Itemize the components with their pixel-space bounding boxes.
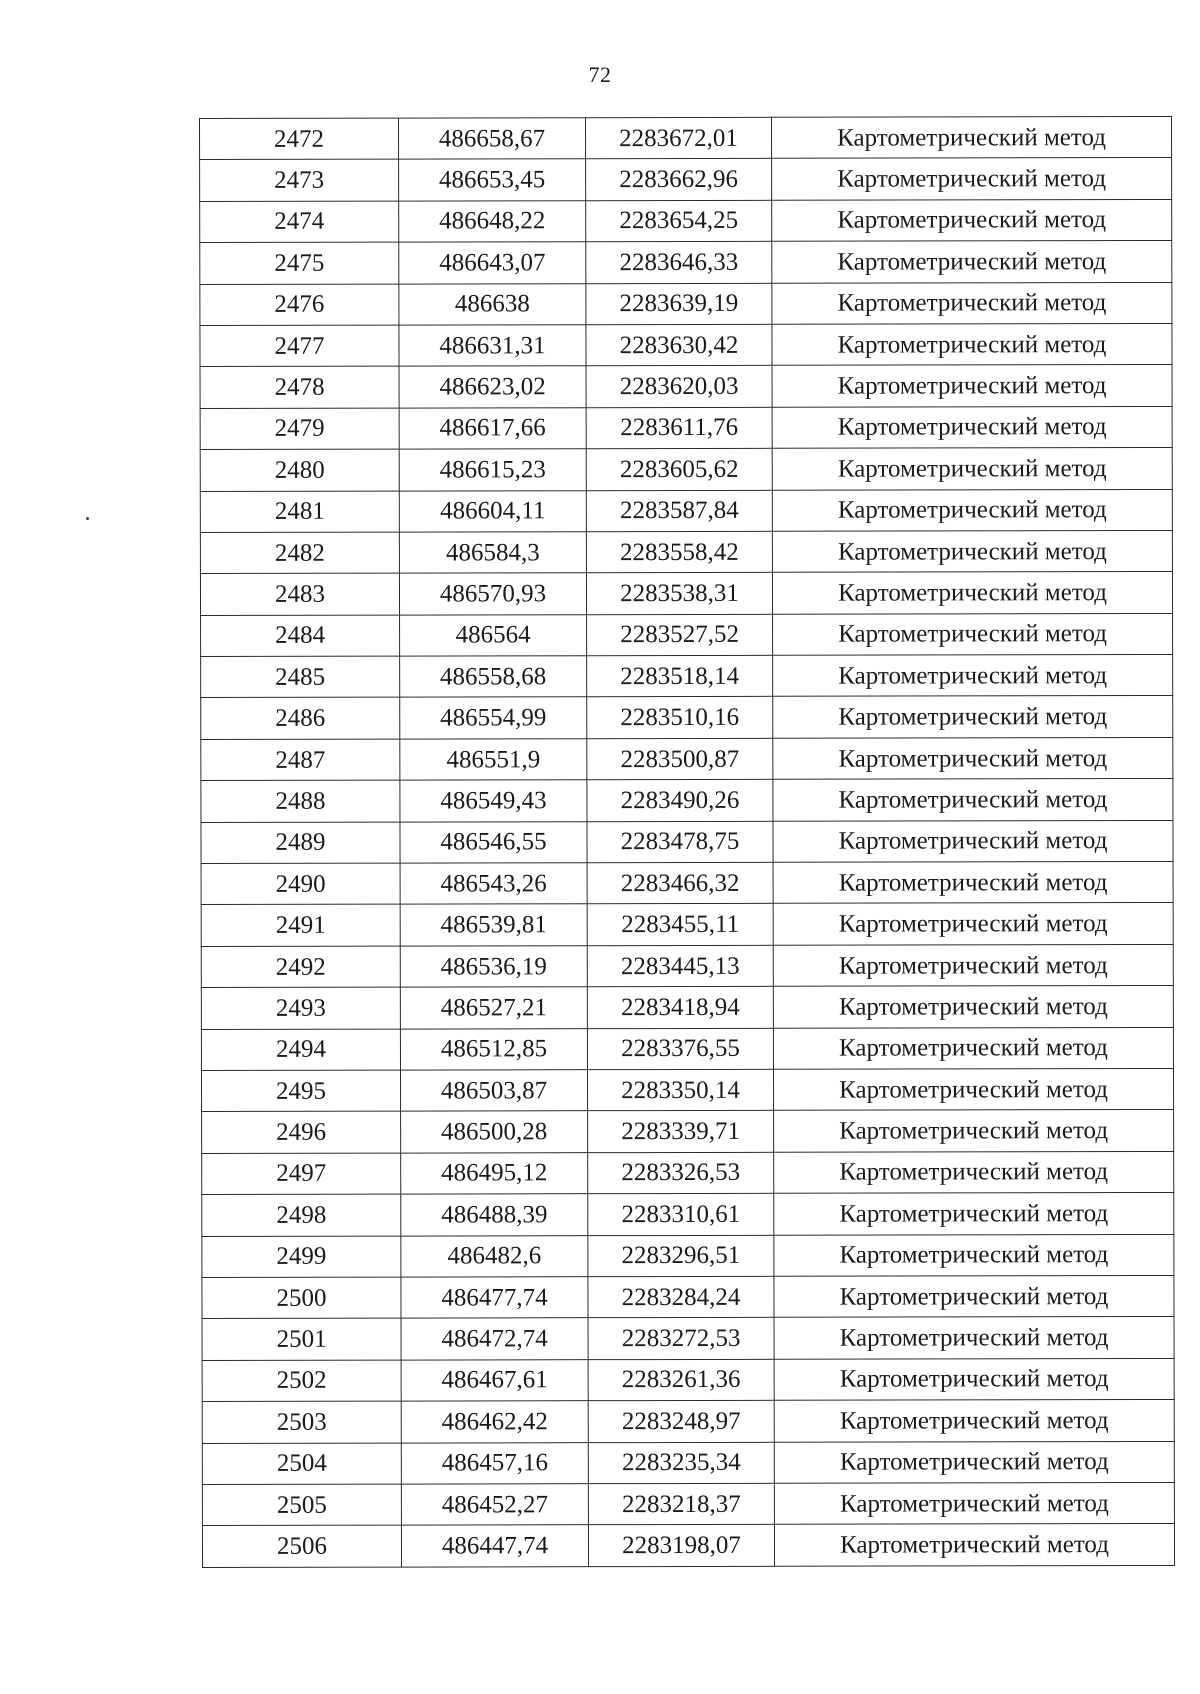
point-number-cell: 2479 <box>200 408 399 450</box>
x-coordinate-cell: 486546,55 <box>400 821 587 863</box>
point-number-cell: 2477 <box>200 325 399 367</box>
x-coordinate-cell: 486467,61 <box>401 1359 588 1401</box>
point-number-cell: 2501 <box>202 1318 401 1360</box>
table-row <box>200 489 1172 532</box>
table-row <box>202 1275 1174 1318</box>
point-number-cell: 2476 <box>200 284 399 326</box>
x-coordinate-cell: 486551,9 <box>400 739 587 781</box>
x-coordinate-cell: 486477,74 <box>401 1277 588 1319</box>
point-number-cell: 2487 <box>201 739 400 781</box>
method-cell: Картометрический метод <box>774 1110 1174 1152</box>
point-number-cell: 2504 <box>202 1443 401 1485</box>
method-cell: Картометрический метод <box>774 1358 1174 1400</box>
table-row <box>200 116 1172 159</box>
y-coordinate-cell: 2283662,96 <box>586 159 772 201</box>
method-cell: Картометрический метод <box>772 489 1172 531</box>
y-coordinate-cell: 2283261,36 <box>588 1359 774 1401</box>
x-coordinate-cell: 486638 <box>399 283 586 325</box>
method-cell: Картометрический метод <box>774 1275 1174 1317</box>
y-coordinate-cell: 2283284,24 <box>588 1276 774 1318</box>
method-cell: Картометрический метод <box>772 323 1172 365</box>
table-row <box>200 365 1172 408</box>
method-cell: Картометрический метод <box>772 241 1172 283</box>
coordinates-table-body <box>200 116 1175 1567</box>
method-cell: Картометрический метод <box>772 530 1172 572</box>
table-row <box>200 158 1172 201</box>
table-row <box>201 944 1173 987</box>
y-coordinate-cell: 2283218,37 <box>588 1483 774 1525</box>
y-coordinate-cell: 2283510,16 <box>587 697 773 739</box>
method-cell: Картометрический метод <box>772 406 1172 448</box>
method-cell: Картометрический метод <box>772 572 1172 614</box>
method-cell: Картометрический метод <box>773 613 1173 655</box>
x-coordinate-cell: 486549,43 <box>400 780 587 822</box>
x-coordinate-cell: 486462,42 <box>401 1401 588 1443</box>
table-row <box>201 737 1173 780</box>
y-coordinate-cell: 2283654,25 <box>586 200 772 242</box>
table-row <box>201 1027 1173 1070</box>
method-cell: Картометрический метод <box>773 1027 1173 1069</box>
y-coordinate-cell: 2283490,26 <box>587 780 773 822</box>
method-cell: Картометрический метод <box>772 158 1172 200</box>
table-row <box>200 199 1172 242</box>
x-coordinate-cell: 486615,23 <box>399 449 586 491</box>
x-coordinate-cell: 486570,93 <box>399 573 586 615</box>
table-row <box>201 986 1173 1029</box>
x-coordinate-cell: 486617,66 <box>399 407 586 449</box>
table-row <box>200 572 1172 615</box>
x-coordinate-cell: 486447,74 <box>401 1525 588 1567</box>
method-cell: Картометрический метод <box>773 737 1173 779</box>
x-coordinate-cell: 486631,31 <box>399 325 586 367</box>
y-coordinate-cell: 2283587,84 <box>586 490 772 532</box>
y-coordinate-cell: 2283620,03 <box>586 366 772 408</box>
y-coordinate-cell: 2283611,76 <box>586 407 772 449</box>
method-cell: Картометрический метод <box>772 282 1172 324</box>
y-coordinate-cell: 2283418,94 <box>587 987 773 1029</box>
x-coordinate-cell: 486482,6 <box>401 1235 588 1277</box>
table-row <box>202 1110 1174 1153</box>
table-row <box>201 861 1173 904</box>
table-row <box>201 779 1173 822</box>
x-coordinate-cell: 486512,85 <box>400 1028 587 1070</box>
point-number-cell: 2491 <box>201 905 400 947</box>
point-number-cell: 2475 <box>200 242 399 284</box>
point-number-cell: 2481 <box>200 491 399 533</box>
y-coordinate-cell: 2283326,53 <box>588 1152 774 1194</box>
point-number-cell: 2506 <box>202 1525 401 1567</box>
y-coordinate-cell: 2283235,34 <box>588 1442 774 1484</box>
y-coordinate-cell: 2283455,11 <box>587 904 773 946</box>
method-cell: Картометрический метод <box>774 1441 1174 1483</box>
page-number: 72 <box>588 62 612 87</box>
point-number-cell: 2489 <box>201 822 400 864</box>
method-cell: Картометрический метод <box>773 986 1173 1028</box>
y-coordinate-cell: 2283376,55 <box>587 1028 773 1070</box>
y-coordinate-cell: 2283466,32 <box>587 862 773 904</box>
table-row <box>200 282 1172 325</box>
method-cell: Картометрический метод <box>774 1482 1174 1524</box>
method-cell: Картометрический метод <box>774 1317 1174 1359</box>
y-coordinate-cell: 2283527,52 <box>587 614 773 656</box>
table-row <box>201 1068 1173 1111</box>
point-number-cell: 2480 <box>200 449 399 491</box>
table-row <box>201 820 1173 863</box>
y-coordinate-cell: 2283538,31 <box>586 573 772 615</box>
point-number-cell: 2505 <box>202 1484 401 1526</box>
x-coordinate-cell: 486503,87 <box>400 1070 587 1112</box>
method-cell: Картометрический метод <box>773 655 1173 697</box>
table-row <box>201 655 1173 698</box>
point-number-cell: 2483 <box>200 573 399 615</box>
method-cell: Картометрический метод <box>771 116 1171 158</box>
y-coordinate-cell: 2283478,75 <box>587 821 773 863</box>
point-number-cell: 2492 <box>201 946 400 988</box>
point-number-cell: 2490 <box>201 863 400 905</box>
y-coordinate-cell: 2283630,42 <box>586 324 772 366</box>
point-number-cell: 2496 <box>202 1111 401 1153</box>
x-coordinate-cell: 486604,11 <box>399 490 586 532</box>
point-number-cell: 2485 <box>201 656 400 698</box>
point-number-cell: 2499 <box>202 1236 401 1278</box>
point-number-cell: 2502 <box>202 1360 401 1402</box>
y-coordinate-cell: 2283248,97 <box>588 1400 774 1442</box>
table-row <box>200 530 1172 573</box>
table-row <box>200 448 1172 491</box>
y-coordinate-cell: 2283646,33 <box>586 241 772 283</box>
point-number-cell: 2486 <box>201 698 400 740</box>
x-coordinate-cell: 486452,27 <box>401 1484 588 1526</box>
method-cell: Картометрический метод <box>774 1193 1174 1235</box>
x-coordinate-cell: 486564 <box>400 614 587 656</box>
point-number-cell: 2503 <box>202 1401 401 1443</box>
x-coordinate-cell: 486623,02 <box>399 366 586 408</box>
point-number-cell: 2500 <box>202 1277 401 1319</box>
table-row <box>201 696 1173 739</box>
x-coordinate-cell: 486558,68 <box>400 656 587 698</box>
method-cell: Картометрический метод <box>774 1524 1174 1566</box>
x-coordinate-cell: 486472,74 <box>401 1318 588 1360</box>
x-coordinate-cell: 486658,67 <box>399 118 586 160</box>
table-row <box>202 1151 1174 1194</box>
point-number-cell: 2494 <box>201 1029 400 1071</box>
point-number-cell: 2493 <box>201 987 400 1029</box>
point-number-cell: 2498 <box>202 1194 401 1236</box>
point-number-cell: 2472 <box>200 118 399 160</box>
point-number-cell: 2478 <box>200 366 399 408</box>
scan-speck <box>86 517 89 520</box>
table-row <box>200 241 1172 284</box>
x-coordinate-cell: 486539,81 <box>400 904 587 946</box>
x-coordinate-cell: 486643,07 <box>399 242 586 284</box>
point-number-cell: 2473 <box>200 159 399 201</box>
table-row <box>202 1193 1174 1236</box>
point-number-cell: 2497 <box>202 1153 401 1195</box>
y-coordinate-cell: 2283558,42 <box>586 531 772 573</box>
method-cell: Картометрический метод <box>772 365 1172 407</box>
method-cell: Картометрический метод <box>773 820 1173 862</box>
table-row <box>202 1358 1174 1401</box>
coordinates-table <box>199 116 1175 1568</box>
x-coordinate-cell: 486653,45 <box>399 159 586 201</box>
method-cell: Картометрический метод <box>773 1068 1173 1110</box>
y-coordinate-cell: 2283272,53 <box>588 1318 774 1360</box>
table-row <box>200 323 1172 366</box>
method-cell: Картометрический метод <box>774 1151 1174 1193</box>
y-coordinate-cell: 2283198,07 <box>588 1525 774 1567</box>
y-coordinate-cell: 2283639,19 <box>586 283 772 325</box>
method-cell: Картометрический метод <box>773 903 1173 945</box>
method-cell: Картометрический метод <box>774 1234 1174 1276</box>
y-coordinate-cell: 2283310,61 <box>588 1193 774 1235</box>
method-cell: Картометрический метод <box>772 448 1172 490</box>
y-coordinate-cell: 2283339,71 <box>588 1111 774 1153</box>
method-cell: Картометрический метод <box>774 1400 1174 1442</box>
y-coordinate-cell: 2283500,87 <box>587 738 773 780</box>
table-row <box>202 1524 1174 1567</box>
x-coordinate-cell: 486543,26 <box>400 863 587 905</box>
point-number-cell: 2484 <box>201 615 400 657</box>
x-coordinate-cell: 486527,21 <box>400 987 587 1029</box>
table-row <box>201 613 1173 656</box>
point-number-cell: 2488 <box>201 780 400 822</box>
y-coordinate-cell: 2283296,51 <box>588 1235 774 1277</box>
x-coordinate-cell: 486488,39 <box>401 1194 588 1236</box>
point-number-cell: 2482 <box>200 532 399 574</box>
x-coordinate-cell: 486584,3 <box>399 532 586 574</box>
x-coordinate-cell: 486554,99 <box>400 697 587 739</box>
table-row <box>202 1234 1174 1277</box>
method-cell: Картометрический метод <box>773 696 1173 738</box>
table-row <box>202 1317 1174 1360</box>
table-row <box>202 1441 1174 1484</box>
method-cell: Картометрический метод <box>773 861 1173 903</box>
method-cell: Картометрический метод <box>773 944 1173 986</box>
table-row <box>200 406 1172 449</box>
table-row <box>201 903 1173 946</box>
x-coordinate-cell: 486457,16 <box>401 1442 588 1484</box>
x-coordinate-cell: 486495,12 <box>401 1152 588 1194</box>
method-cell: Картометрический метод <box>772 199 1172 241</box>
table-row <box>202 1482 1174 1525</box>
x-coordinate-cell: 486648,22 <box>399 200 586 242</box>
table-row <box>202 1400 1174 1443</box>
y-coordinate-cell: 2283445,13 <box>587 945 773 987</box>
point-number-cell: 2495 <box>201 1070 400 1112</box>
y-coordinate-cell: 2283672,01 <box>586 117 772 159</box>
y-coordinate-cell: 2283605,62 <box>586 448 772 490</box>
method-cell: Картометрический метод <box>773 779 1173 821</box>
point-number-cell: 2474 <box>200 201 399 243</box>
x-coordinate-cell: 486500,28 <box>401 1111 588 1153</box>
y-coordinate-cell: 2283350,14 <box>587 1069 773 1111</box>
y-coordinate-cell: 2283518,14 <box>587 655 773 697</box>
x-coordinate-cell: 486536,19 <box>400 946 587 988</box>
